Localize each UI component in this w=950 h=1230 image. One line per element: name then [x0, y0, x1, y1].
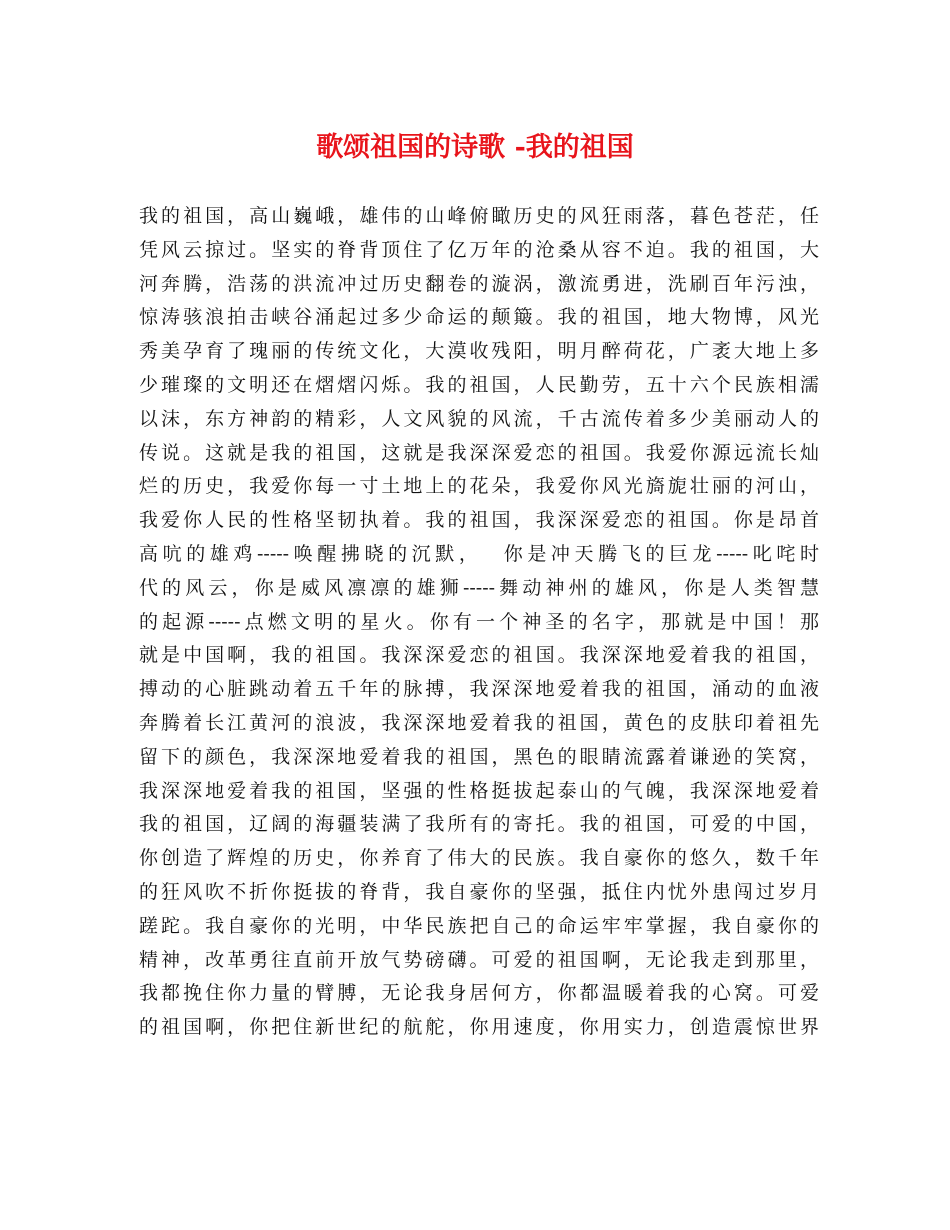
body-line: 高吭的雄鸡-----唤醒拂晓的沉默， 你是冲天腾飞的巨龙-----叱咤时	[139, 542, 819, 565]
body-line: 蹉跎。我自豪你的光明，中华民族把自己的命运牢牢掌握，我自豪你的	[139, 914, 819, 937]
body-line: 我深深地爱着我的祖国，坚强的性格挺拔起泰山的气魄，我深深地爱着	[139, 779, 819, 802]
body-line: 奔腾着长江黄河的浪波，我深深地爱着我的祖国，黄色的皮肤印着祖先	[139, 711, 819, 734]
body-line: 留下的颜色，我深深地爱着我的祖国，黑色的眼睛流露着谦逊的笑窝，	[139, 745, 819, 768]
document-title: 歌颂祖国的诗歌 -我的祖国	[316, 132, 634, 163]
body-line: 就是中国啊，我的祖国。我深深爱恋的祖国。我深深地爱着我的祖国，	[139, 644, 819, 667]
body-line: 惊涛骇浪拍击峡谷涌起过多少命运的颠簸。我的祖国，地大物博，风光	[139, 306, 819, 329]
body-line: 传说。这就是我的祖国，这就是我深深爱恋的祖国。我爱你源远流长灿	[139, 441, 819, 464]
body-line: 的起源-----点燃文明的星火。你有一个神圣的名字，那就是中国！那	[139, 610, 819, 633]
body-line: 以沫，东方神韵的精彩，人文风貌的风流，千古流传着多少美丽动人的	[139, 407, 819, 430]
body-line: 的祖国啊，你把住新世纪的航舵，你用速度，你用实力，创造震惊世界	[139, 1016, 819, 1039]
body-line: 我爱你人民的性格坚韧执着。我的祖国，我深深爱恋的祖国。你是昂首	[139, 509, 819, 532]
body-line: 精神，改革勇往直前开放气势磅礴。可爱的祖国啊，无论我走到那里，	[139, 948, 819, 971]
body-line: 秀美孕育了瑰丽的传统文化，大漠收残阳，明月醉荷花，广袤大地上多	[139, 340, 819, 363]
body-line: 的狂风吹不折你挺拔的脊背，我自豪你的坚强，抵住内忧外患闯过岁月	[139, 880, 819, 903]
body-line: 我的祖国，高山巍峨，雄伟的山峰俯瞰历史的风狂雨落，暮色苍茫，任	[139, 205, 819, 227]
body-line: 代的风云，你是威风凛凛的雄狮-----舞动神州的雄风，你是人类智慧	[139, 576, 819, 599]
body-line: 凭风云掠过。坚实的脊背顶住了亿万年的沧桑从容不迫。我的祖国，大	[139, 238, 819, 261]
body-line: 烂的历史，我爱你每一寸土地上的花朵，我爱你风光旖旎壮丽的河山，	[139, 475, 819, 498]
body-line: 我的祖国，辽阔的海疆装满了我所有的寄托。我的祖国，可爱的中国，	[139, 813, 819, 836]
poem-body	[139, 200, 819, 1045]
body-line: 搏动的心脏跳动着五千年的脉搏，我深深地爱着我的祖国，涌动的血液	[139, 678, 819, 701]
body-line: 你创造了辉煌的历史，你养育了伟大的民族。我自豪你的悠久，数千年	[139, 847, 819, 870]
body-line: 我都挽住你力量的臂膊，无论我身居何方，你都温暖着我的心窝。可爱	[139, 982, 819, 1005]
body-line: 河奔腾，浩荡的洪流冲过历史翻卷的漩涡，激流勇进，洗刷百年污浊，	[139, 272, 819, 295]
body-line: 少璀璨的文明还在熠熠闪烁。我的祖国，人民勤劳，五十六个民族相濡	[139, 373, 819, 396]
